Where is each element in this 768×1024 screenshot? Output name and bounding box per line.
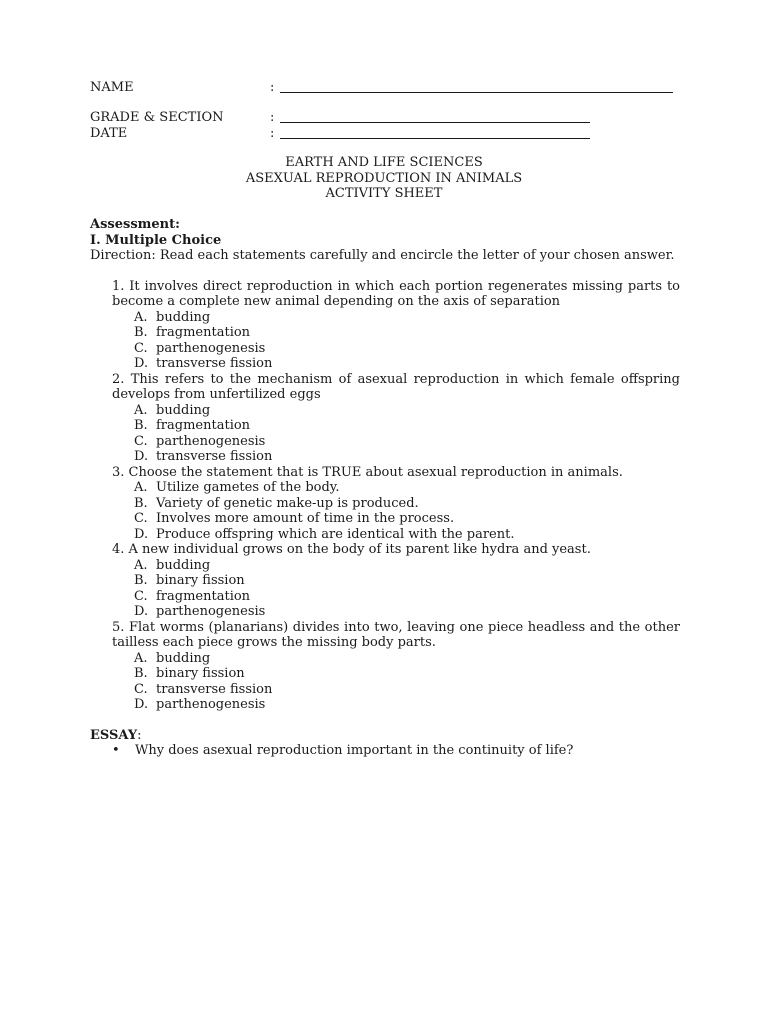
option-d[interactable] — [112, 449, 680, 465]
question-text: 4. A new individual grows on the body of its parent like hydra and yeast. — [112, 542, 591, 557]
option-text: fragmentation — [156, 588, 251, 604]
option-text: binary fission — [156, 573, 245, 588]
question-text: 3. Choose the statement that is TRUE about asexual reproduction in animals. — [112, 464, 623, 480]
option-text: Involves more amount of time in the process. — [156, 511, 455, 526]
option-letter: C. — [134, 340, 148, 356]
option-text: budding — [156, 650, 211, 666]
option-d[interactable] — [112, 697, 680, 713]
topic-title: ASEXUAL REPRODUCTION IN ANIMALS — [245, 170, 523, 186]
option-c[interactable] — [112, 511, 680, 527]
option-letter: B. — [134, 666, 148, 681]
assessment-heading: Assessment: — [90, 217, 180, 232]
option-c[interactable] — [112, 341, 680, 357]
grade-section-blank-line[interactable] — [280, 122, 590, 123]
option-text: parthenogenesis — [156, 697, 266, 712]
name-label: NAME — [90, 80, 134, 95]
section-heading: I. Multiple Choice — [90, 232, 222, 248]
option-letter: A. — [134, 402, 148, 418]
question-text: 5. Flat worms (planarians) divides into two, leaving one piece headless and the other tailless each piece grows the missing body parts. — [112, 619, 680, 650]
option-letter: A. — [134, 557, 148, 573]
essay-list — [90, 743, 680, 759]
option-letter: D. — [134, 356, 149, 371]
option-text: fragmentation — [156, 325, 251, 340]
option-text: transverse fission — [156, 449, 273, 464]
option-text: Produce offspring which are identical with the parent. — [156, 526, 515, 542]
name-blank-line[interactable] — [280, 92, 673, 93]
option-text: budding — [156, 402, 211, 418]
option-c[interactable] — [112, 434, 680, 450]
option-letter: D. — [134, 697, 149, 712]
essay-question-text: Why does asexual reproduction important in the continuity of life? — [135, 743, 574, 758]
option-b[interactable] — [112, 666, 680, 682]
option-b[interactable] — [112, 496, 680, 512]
grade-section-label: GRADE & SECTION — [90, 110, 224, 125]
option-text: Variety of genetic make-up is produced. — [156, 495, 419, 511]
essay-question — [90, 743, 680, 759]
option-a[interactable] — [112, 310, 680, 326]
option-text: transverse fission — [156, 681, 273, 697]
direction-text: Direction: Read each statements carefully and encircle the letter of your chosen answer. — [90, 248, 675, 263]
option-c[interactable] — [112, 682, 680, 698]
essay-heading-colon: : — [137, 727, 142, 743]
question-text: 1. It involves direct reproduction in which each portion regenerates missing parts to become a complete new animal depending on the axis of separation — [112, 278, 680, 309]
question-text: 2. This refers to the mechanism of asexual reproduction in which female offspring develops from unfertilized eggs — [112, 371, 680, 402]
option-c[interactable] — [112, 589, 680, 605]
essay-heading — [90, 728, 680, 744]
option-a[interactable] — [112, 651, 680, 667]
option-letter: D. — [134, 604, 149, 619]
option-d[interactable] — [112, 356, 680, 372]
option-letter: C. — [134, 433, 148, 449]
option-d[interactable] — [112, 527, 680, 543]
content — [90, 217, 680, 759]
option-text: Utilize gametes of the body. — [156, 480, 340, 495]
option-letter: B. — [134, 325, 148, 340]
question-5 — [112, 620, 680, 713]
title-block — [0, 155, 768, 202]
option-a[interactable] — [112, 480, 680, 496]
question-2 — [112, 372, 680, 465]
question-1 — [112, 279, 680, 372]
option-letter: C. — [134, 681, 148, 697]
name-colon: : — [270, 80, 275, 95]
question-3 — [112, 465, 680, 543]
option-letter: B. — [134, 495, 148, 511]
option-text: parthenogenesis — [156, 433, 266, 449]
date-blank-line[interactable] — [280, 138, 590, 139]
option-text: budding — [156, 557, 211, 573]
option-a[interactable] — [112, 558, 680, 574]
date-colon: : — [270, 126, 275, 141]
option-letter: A. — [134, 480, 148, 495]
option-b[interactable] — [112, 325, 680, 341]
option-letter: C. — [134, 511, 148, 526]
sheet-title: ACTIVITY SHEET — [325, 186, 443, 201]
grade-section-colon: : — [270, 110, 275, 125]
option-letter: A. — [134, 650, 148, 666]
question-list — [90, 279, 680, 713]
option-letter: B. — [134, 418, 148, 433]
option-text: parthenogenesis — [156, 604, 266, 619]
essay-heading-label: ESSAY — [90, 727, 138, 743]
option-text: parthenogenesis — [156, 340, 266, 356]
date-label: DATE — [90, 126, 128, 141]
option-letter: C. — [134, 588, 148, 604]
question-4 — [112, 542, 680, 620]
option-d[interactable] — [112, 604, 680, 620]
option-b[interactable] — [112, 573, 680, 589]
option-text: budding — [156, 309, 211, 325]
option-letter: D. — [134, 526, 149, 542]
option-text: transverse fission — [156, 356, 273, 371]
bullet-icon: • — [112, 743, 120, 758]
option-text: binary fission — [156, 666, 245, 681]
option-letter: A. — [134, 309, 148, 325]
option-letter: B. — [134, 573, 148, 588]
option-a[interactable] — [112, 403, 680, 419]
option-b[interactable] — [112, 418, 680, 434]
subject-title: EARTH AND LIFE SCIENCES — [285, 155, 483, 170]
option-letter: D. — [134, 449, 149, 464]
option-text: fragmentation — [156, 418, 251, 433]
